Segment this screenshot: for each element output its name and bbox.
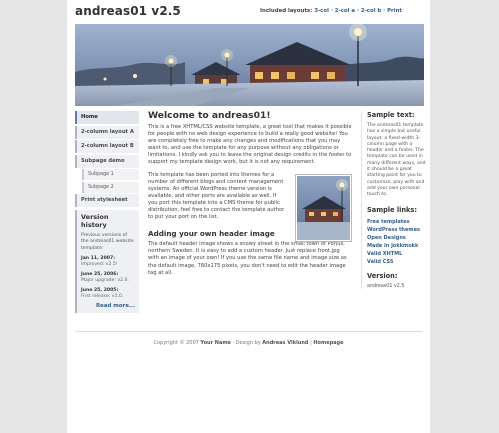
left-column: [75, 111, 139, 313]
right-sidebar: [361, 111, 427, 289]
sidebar-link-wordpress-themes[interactable]: WordPress themes: [367, 226, 420, 233]
page-title: Welcome to andreas01!: [148, 110, 271, 121]
main-content: [148, 110, 352, 282]
version-date: Jan 11, 2007:: [81, 256, 116, 262]
version-history-box: [75, 210, 139, 313]
nav-item-2col-layout-b[interactable]: 2-column layout B: [75, 140, 139, 153]
sample-links-title: Sample links:: [367, 205, 417, 214]
nav-subitem-subpage-2[interactable]: Subpage 2: [82, 182, 139, 193]
sample-text-title: Sample text:: [367, 111, 415, 119]
intro-paragraph: This is a free XHTML/CSS website template, a great tool that makes it possible for people with no web design experience to build a really good website! You are completely free to make any changes and modifications that you may want to, and use the template for any purpose without any obligations or limitations. I kindly ask you to leave the original design credits in the footer to support my template design work, but it is not any requirement.: [148, 124, 352, 166]
layout-link-3col[interactable]: 3-col: [314, 8, 329, 14]
layout-link-print[interactable]: Print: [387, 8, 402, 14]
read-more-link[interactable]: Read more...: [96, 303, 135, 310]
footer-your-name: Your Name: [200, 340, 231, 346]
footer: Copyright © 2007 Your Name · Design by Andreas Viklund | Homepage: [75, 331, 422, 346]
site-title: andreas01 v2.5: [75, 4, 181, 18]
header-image-paragraph: The default header image shows a snowy street in the small town of Porjus, northern Sweden. It is easy to add a custom header. Just replace front.jpg with an image of your own! If you use the same file name and image size as the default image, 760x175 pixels, you don't need to edit the header image tag at all.: [148, 241, 347, 276]
version-date: June 25, 2006:: [81, 272, 119, 278]
sidebar-link-valid-css[interactable]: Valid CSS: [367, 258, 394, 265]
layout-link-2col-b[interactable]: 2-col b: [360, 8, 382, 14]
version-note: Improved: v2.5!: [81, 262, 118, 268]
nav-item-home[interactable]: Home: [75, 111, 139, 124]
ports-paragraph: This template has been ported into themes for a number of different blogs and content management systems. An official WordPress theme version is available, and other ports are available as well. If you port this template into a CMS theme for public distribution, feel free to contact the template author to put your port on the list.: [148, 171, 285, 221]
version-value: andreas01 v2.5: [367, 283, 405, 289]
page-container: [67, 0, 430, 433]
version-title: Version:: [367, 271, 398, 280]
footer-author-link[interactable]: Andreas Viklund: [262, 340, 309, 346]
version-note: First release: v1.0.: [81, 294, 124, 300]
sidebar-link-valid-xhtml[interactable]: Valid XHTML: [367, 250, 403, 257]
ports-section: [148, 172, 352, 222]
section-heading-header-image: Adding your own header image: [148, 229, 275, 239]
nav-item-2col-layout-a[interactable]: 2-column layout A: [75, 126, 139, 139]
content-photo: [295, 174, 352, 242]
version-history-intro: Previous versions of the andreas01 website template:: [81, 233, 134, 251]
included-layouts-label: Included layouts:: [260, 8, 313, 14]
sidebar-link-made-in-jokkmokk[interactable]: Made in Jokkmokk: [367, 242, 419, 249]
nav-item-subpage-demo[interactable]: Subpage demo: [75, 155, 139, 168]
footer-copyright: Copyright © 2007: [153, 340, 199, 346]
header-image: [75, 24, 424, 106]
layout-link-2col-a[interactable]: 2-col a: [334, 8, 355, 14]
version-history-title: Version history: [81, 213, 109, 229]
version-note: Major upgrade: v2.0.: [81, 278, 129, 284]
sidebar-link-free-templates[interactable]: Free templates: [367, 218, 410, 225]
nav-subitem-subpage-1[interactable]: Subpage 1: [82, 169, 139, 180]
footer-homepage-link[interactable]: Homepage: [313, 340, 344, 346]
nav-item-print-stylesheet[interactable]: Print stylesheet: [75, 194, 139, 207]
version-date: June 25, 2005:: [81, 288, 119, 294]
included-layouts: Included layouts: 3-col · 2-col a · 2-col b · Print: [260, 8, 402, 14]
sample-text: The andreas01 template has a simple but useful layout: a fixed-width 3-column page with a header and a footer. The template can be used in many different ways, and it should be a great starting point for you to customize, play with and add your own personal touch to.: [367, 123, 426, 198]
sidebar-link-open-designs[interactable]: Open Designs: [367, 234, 406, 241]
